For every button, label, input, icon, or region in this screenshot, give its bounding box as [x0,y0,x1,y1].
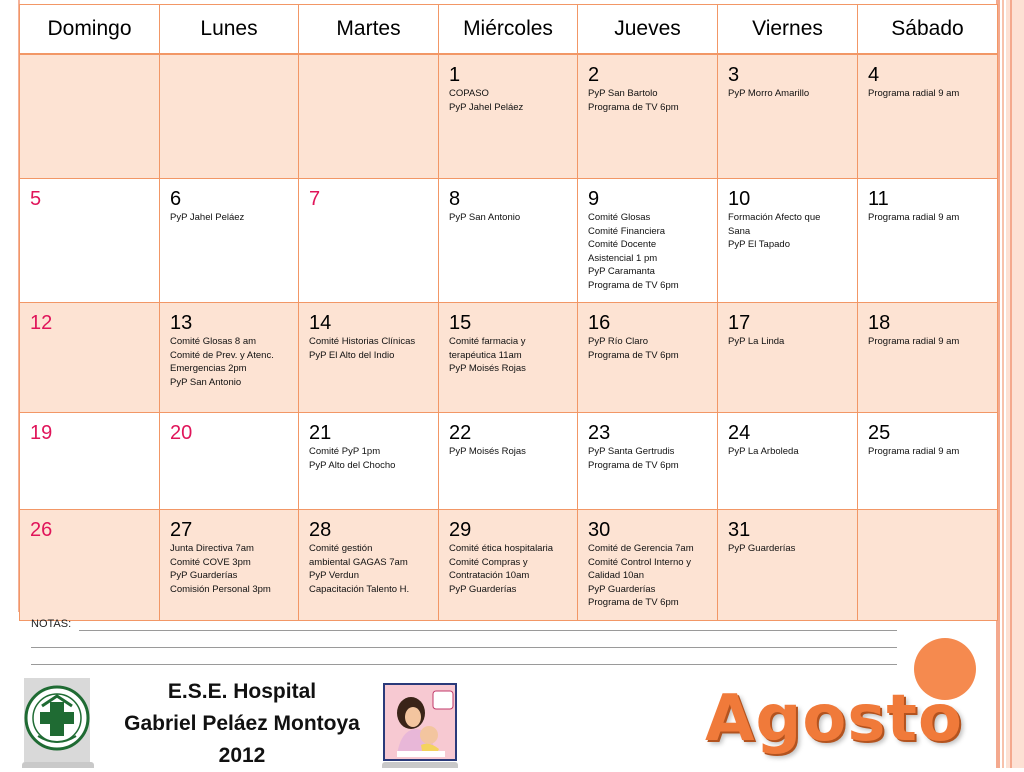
calendar-day-cell[interactable] [160,303,299,413]
hospital-name-line1: E.S.E. Hospital [167,680,317,703]
calendar-day-cell[interactable] [20,510,160,621]
day-event: PyP Jahel Peláez [170,212,245,223]
calendar-grid [19,4,998,621]
day-number: 12 [30,312,53,334]
calendar-day-cell[interactable] [299,303,439,413]
day-event: Programa de TV 6pm [588,459,679,471]
day-event: Comité ética hospitalaria [449,543,554,554]
calendar-day-cell[interactable] [439,303,578,413]
day-event: Comité gestión [309,543,373,554]
day-event: Comité Docente [588,239,657,251]
day-event: Comité de Prev. y Atenc. [170,349,274,361]
day-event: PyP Guarderías [728,543,796,554]
calendar-day-cell[interactable] [858,54,998,179]
calendar-day-cell[interactable] [160,510,299,621]
day-event: Comité PyP 1pm [309,446,381,457]
weekday-header: Jueves [578,5,718,55]
day-number: 14 [309,312,332,334]
day-number: 7 [309,188,321,210]
day-number: 20 [170,422,193,444]
calendar-day-cell[interactable] [20,303,160,413]
day-number: 24 [728,422,751,444]
day-event: Programa radial 9 am [868,446,960,457]
weekday-header: Martes [299,5,439,55]
day-number: 23 [588,422,611,444]
calendar-day-cell[interactable] [718,510,858,621]
calendar-day-cell[interactable] [299,510,439,621]
weekday-header: Miércoles [439,5,578,55]
calendar-week-row [20,303,998,413]
right-border-stripe [1006,0,1024,768]
weekday-header: Domingo [20,5,160,55]
day-event: PyP Alto del Chocho [309,459,396,471]
calendar-day-cell[interactable] [299,179,439,303]
day-event: Comisión Personal 3pm [170,583,271,595]
day-number: 11 [868,188,889,210]
day-event: Calidad 10an [588,570,644,582]
day-event: COPASO [449,88,489,99]
day-event: PyP San Bartolo [588,88,658,99]
calendar-day-cell[interactable] [858,413,998,510]
notes-label: NOTAS: [31,618,72,630]
day-number: 13 [170,312,193,334]
calendar-day-cell[interactable] [578,179,718,303]
calendar-day-cell[interactable] [20,179,160,303]
calendar-day-cell[interactable] [299,54,439,179]
day-event: Comité Compras y [449,556,528,568]
day-event: PyP Santa Gertrudis [588,446,675,457]
day-event: PyP Moisés Rojas [449,363,526,375]
day-event: PyP El Tapado [728,239,790,251]
day-event: terapéutica 11am [449,349,522,361]
calendar-year: 2012 [218,744,266,767]
calendar-week-row [20,413,998,510]
day-event: PyP El Alto del Indio [309,349,395,361]
day-event: Comité Financiera [588,225,666,237]
day-event: PyP Verdun [309,570,360,582]
calendar-day-cell[interactable] [20,413,160,510]
calendar-day-cell[interactable] [578,413,718,510]
calendar-day-cell[interactable] [160,54,299,179]
day-number: 31 [728,519,751,541]
day-number: 22 [449,422,472,444]
day-event: Comité Control Interno y [588,556,691,568]
day-number: 10 [728,188,751,210]
day-number: 16 [588,312,611,334]
day-event: Programa de TV 6pm [588,349,679,361]
day-event: Asistencial 1 pm [588,252,658,264]
calendar-day-cell[interactable] [578,510,718,621]
day-number: 6 [170,188,182,210]
day-number: 18 [868,312,891,334]
calendar-day-cell[interactable] [578,54,718,179]
day-number: 19 [30,422,53,444]
calendar-day-cell[interactable] [858,510,998,621]
calendar-day-cell[interactable] [578,303,718,413]
day-number: 30 [588,519,611,541]
calendar-day-cell[interactable] [718,303,858,413]
weekday-header: Sábado [858,5,998,55]
right-border-stripe [1002,0,1004,768]
day-event: PyP Guarderías [449,583,517,595]
day-event: Comité de Gerencia 7am [588,543,694,554]
weekday-header: Lunes [160,5,299,55]
notes-line [79,630,897,631]
hospital-seal-icon [20,676,94,766]
day-event: Comité Historias Clínicas [309,336,416,347]
day-event: Comité COVE 3pm [170,556,251,568]
calendar-day-cell[interactable] [858,303,998,413]
calendar-day-cell[interactable] [858,179,998,303]
calendar-day-cell[interactable] [439,54,578,179]
day-event: PyP Morro Amarillo [728,88,810,99]
day-event: PyP La Arboleda [728,446,799,457]
day-number: 2 [588,64,600,86]
right-border-stripe [1010,0,1012,768]
notes-line [31,647,897,648]
day-number: 21 [309,422,332,444]
day-number: 5 [30,188,42,210]
calendar-day-cell[interactable] [160,179,299,303]
day-event: Capacitación Talento H. [309,583,410,595]
day-event: ambiental GAGAS 7am [309,556,408,568]
day-number: 3 [728,64,740,86]
day-event: PyP Moisés Rojas [449,446,526,457]
day-event: Formación Afecto que [728,212,821,223]
day-event: PyP La Linda [728,336,785,347]
day-event: Comité Glosas [588,212,651,223]
day-event: Contratación 10am [449,570,530,582]
day-event: PyP Río Claro [588,336,649,347]
notes-section [31,618,897,630]
day-number: 29 [449,519,472,541]
day-event: PyP Guarderías [588,583,656,595]
day-event: PyP Guarderías [170,570,238,582]
day-number: 17 [728,312,751,334]
day-event: PyP Caramanta [588,266,655,278]
decorative-bar [382,762,458,768]
day-number: 15 [449,312,472,334]
calendar-day-cell[interactable] [718,54,858,179]
day-event: Junta Directiva 7am [170,543,254,554]
day-event: Programa radial 9 am [868,336,960,347]
decorative-bar [22,762,94,768]
day-event: PyP San Antonio [449,212,521,223]
calendar-day-cell[interactable] [439,413,578,510]
weekday-header-row [20,5,998,55]
afecto-que-sana-icon [383,683,457,763]
day-number: 9 [588,188,600,210]
month-title: Agosto [705,682,963,756]
calendar-week-row [20,510,998,621]
weekday-header: Viernes [718,5,858,55]
day-number: 27 [170,519,193,541]
calendar-week-row [20,179,998,303]
day-event: Programa de TV 6pm [588,597,679,609]
day-number: 4 [868,64,880,86]
calendar-week-row [20,54,998,179]
day-number: 25 [868,422,891,444]
calendar-day-cell[interactable] [439,510,578,621]
calendar-day-cell[interactable] [160,413,299,510]
hospital-name-line2: Gabriel Peláez Montoya [124,712,360,735]
hospital-name [112,676,372,772]
day-event: Programa radial 9 am [868,212,960,223]
calendar-day-cell[interactable] [439,179,578,303]
calendar-day-cell[interactable] [20,54,160,179]
day-number: 26 [30,519,53,541]
calendar-day-cell[interactable] [299,413,439,510]
calendar-day-cell[interactable] [718,179,858,303]
day-number: 28 [309,519,332,541]
day-event: PyP San Antonio [170,376,242,388]
day-number: 1 [449,64,461,86]
day-event: Programa radial 9 am [868,88,960,99]
day-event: Programa de TV 6pm [588,101,679,113]
notes-line [31,664,897,665]
day-event: Comité Glosas 8 am [170,336,257,347]
day-event: Emergencias 2pm [170,363,247,375]
day-event: Comité farmacia y [449,336,526,347]
day-event: PyP Jahel Peláez [449,101,524,113]
day-event: Sana [728,225,751,237]
calendar-day-cell[interactable] [718,413,858,510]
day-event: Programa de TV 6pm [588,279,679,291]
day-number: 8 [449,188,461,210]
